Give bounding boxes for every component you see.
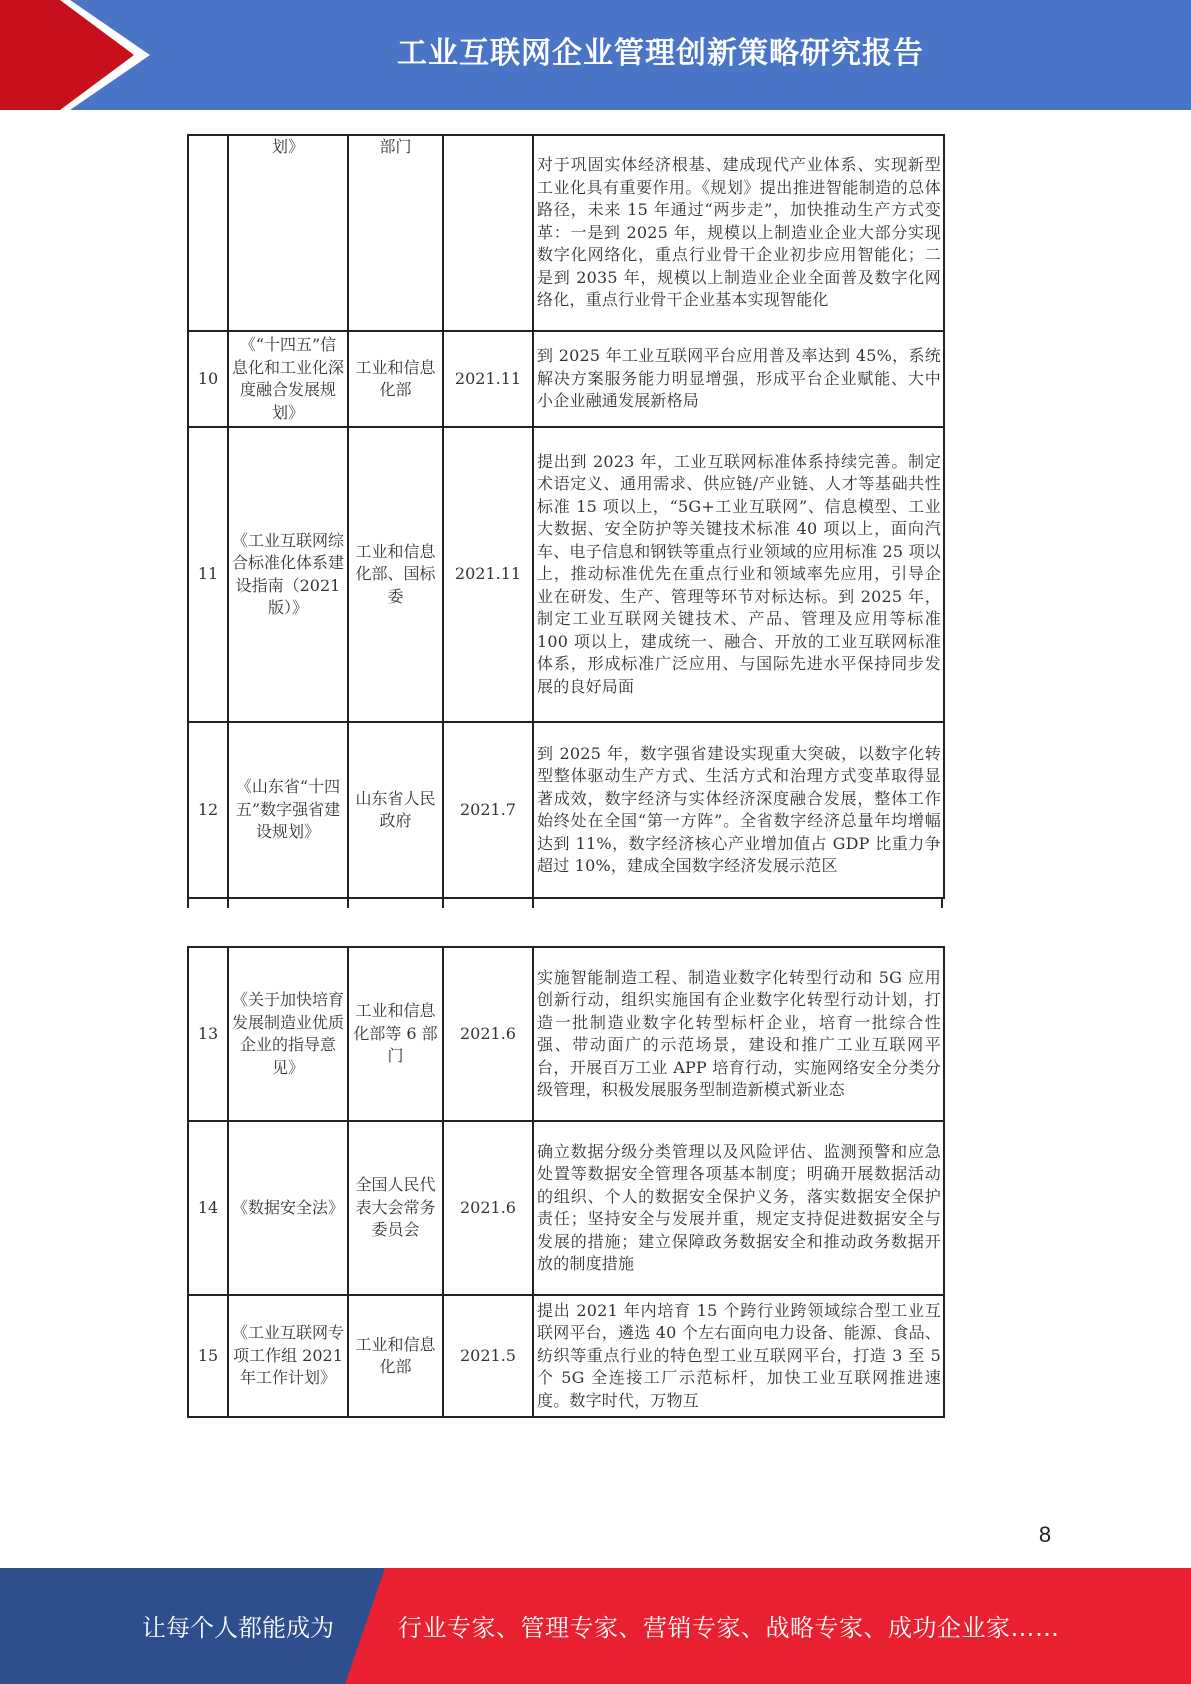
row-number: 11 [188, 427, 228, 722]
policy-content: 提出 2021 年内培育 15 个跨行业跨领域综合型工业互联网平台，遴选 40 个左右面向电力设备、能源、食品、纺织等重点行业的特色型工业互联网平台，打造 3 至 5 个 5G 全连接工厂示范标杆，加快工业互联网推进速度。数字时代，万物互 [533, 1295, 944, 1417]
issue-date: 2021.6 [443, 1121, 533, 1295]
policy-name: 《工业互联网专项工作组 2021 年工作计划》 [228, 1295, 348, 1417]
table-row [188, 331, 944, 427]
row-number: 12 [188, 722, 228, 898]
footer-slogan-right: 行业专家、管理专家、营销专家、战略专家、成功企业家…… [398, 1614, 1060, 1642]
table-row [188, 427, 944, 722]
row-number [188, 135, 228, 331]
policy-content: 到 2025 年工业互联网平台应用普及率达到 45%，系统解决方案服务能力明显增强，形成平台企业赋能、大中小企业融通发展新格局 [533, 331, 944, 427]
issue-date: 2021.7 [443, 722, 533, 898]
page-header [0, 0, 1191, 110]
issuing-department: 工业和信息化部 [348, 331, 443, 427]
header-arrow-decoration [0, 0, 160, 110]
issuing-department: 工业和信息化部、国标委 [348, 427, 443, 722]
row-number: 15 [188, 1295, 228, 1417]
issuing-department: 山东省人民政府 [348, 722, 443, 898]
table-row [188, 135, 944, 331]
policy-content: 实施智能制造工程、制造业数字化转型行动和 5G 应用创新行动，组织实施国有企业数字化转型行动计划，打造一批制造业数字化转型标杆企业，培育一批综合性强、带动面广的示范场景，建设和推广工业互联网平台，开展百万工业 APP 培育行动，实施网络安全分类分级管理，积极发展服务型制造新模式新业态 [533, 947, 944, 1121]
policy-content: 提出到 2023 年，工业互联网标准体系持续完善。制定术语定义、通用需求、供应链/产业链、人才等基础共性标准 15 项以上，“5G+工业互联网”、信息模型、工业大数据、安全防护等关键技术标准 40 项以上，面向汽车、电子信息和钢铁等重点行业领域的应用标准 25 项以上，推动标准优先在重点行业和领域率先应用，引导企业在研发、生产、管理等环节对标达标。到 2025 年，制定工业互联网关键技术、产品、管理及应用等标准 100 项以上，建成统一、融合、开放的工业互联网标准体系，形成标准广泛应用、与国际先进水平保持同步发展的良好局面 [533, 427, 944, 722]
report-title: 工业互联网企业管理创新策略研究报告 [397, 36, 924, 71]
issue-date: 2021.5 [443, 1295, 533, 1417]
table-cut-edge [187, 898, 943, 908]
policy-name: 《山东省“十四五”数字强省建设规划》 [228, 722, 348, 898]
footer-slogan-left: 让每个人都能成为 [142, 1614, 334, 1642]
policy-name: 《数据安全法》 [228, 1121, 348, 1295]
policy-name: 划》 [228, 135, 348, 331]
issue-date [443, 135, 533, 331]
row-number: 13 [188, 947, 228, 1121]
policy-content: 对于巩固实体经济根基、建成现代产业体系、实现新型工业化具有重要作用。《规划》提出推进智能制造的总体路径，未来 15 年通过“两步走”，加快推动生产方式变革：一是到 2025 年，规模以上制造业企业大部分实现数字化网络化，重点行业骨干企业初步应用智能化；二是到 2035 年，规模以上制造业企业全面普及数字化网络化，重点行业骨干企业基本实现智能化 [533, 135, 944, 331]
row-number: 14 [188, 1121, 228, 1295]
policy-table-part-1 [187, 134, 945, 899]
table-row [188, 1121, 944, 1295]
table-row [188, 722, 944, 898]
page-footer [0, 1568, 1191, 1684]
policy-name: 《工业互联网综合标准化体系建设指南（2021 版）》 [228, 427, 348, 722]
row-number: 10 [188, 331, 228, 427]
table-row [188, 947, 944, 1121]
issue-date: 2021.11 [443, 331, 533, 427]
issuing-department: 工业和信息化部 [348, 1295, 443, 1417]
policy-content: 确立数据分级分类管理以及风险评估、监测预警和应急处置等数据安全管理各项基本制度；明确开展数据活动的组织、个人的数据安全保护义务，落实数据安全保护责任；坚持安全与发展并重，规定支持促进数据安全与发展的措施；建立保障政务数据安全和推动政务数据开放的制度措施 [533, 1121, 944, 1295]
policy-table-part-2 [187, 946, 945, 1418]
issuing-department: 部门 [348, 135, 443, 331]
policy-name: 《关于加快培育发展制造业优质企业的指导意见》 [228, 947, 348, 1121]
policy-name: 《“十四五”信息化和工业化深度融合发展规划》 [228, 331, 348, 427]
table-row [188, 1295, 944, 1417]
page-number: 8 [1038, 1522, 1052, 1547]
issue-date: 2021.11 [443, 427, 533, 722]
policy-content: 到 2025 年，数字强省建设实现重大突破，以数字化转型整体驱动生产方式、生活方式和治理方式变革取得显著成效，数字经济与实体经济深度融合发展，整体工作始终处在全国“第一方阵”。全省数字经济总量年均增幅达到 11%，数字经济核心产业增加值占 GDP 比重力争超过 10%，建成全国数字经济发展示范区 [533, 722, 944, 898]
issuing-department: 全国人民代表大会常务委员会 [348, 1121, 443, 1295]
issue-date: 2021.6 [443, 947, 533, 1121]
issuing-department: 工业和信息化部等 6 部门 [348, 947, 443, 1121]
